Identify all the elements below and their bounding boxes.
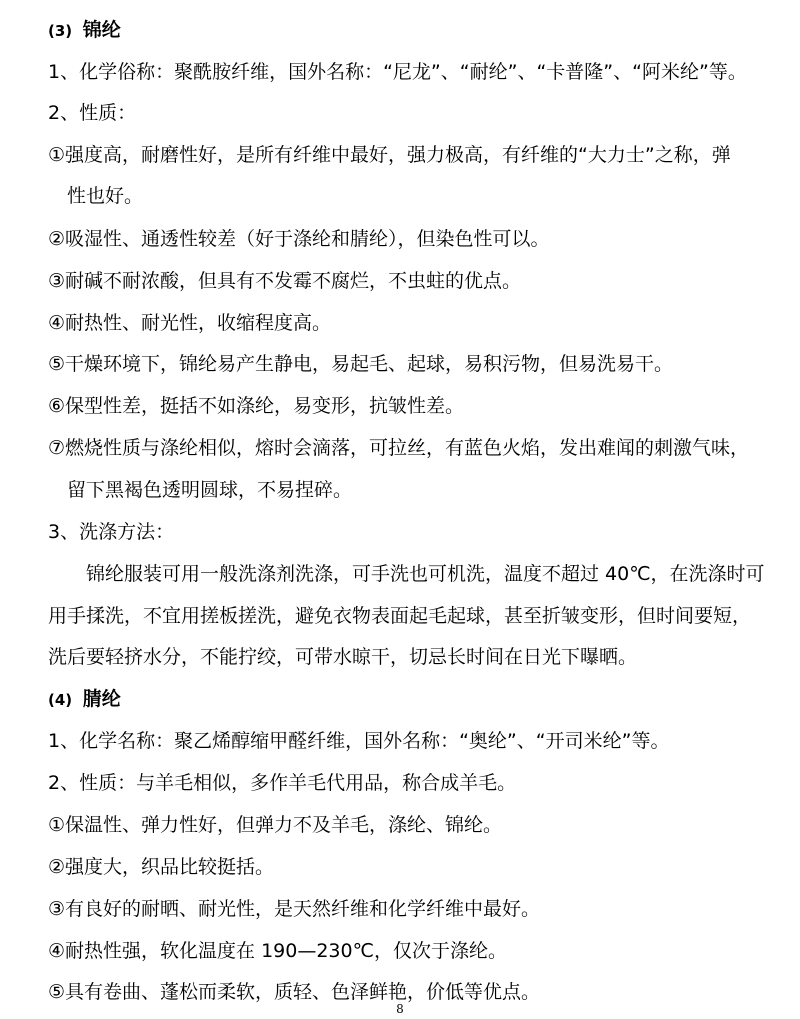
nylon-property-item: ④耐热性、耐光性，收缩程度高。 xyxy=(48,312,332,334)
nylon-property-item: 留下黑褐色透明圆球，不易捏碎。 xyxy=(67,479,353,501)
nylon-properties-label: 2、性质： xyxy=(48,102,137,124)
nylon-property-item: ①强度高，耐磨性好，是所有纤维中最好，强力极高，有纤维的“大力士”之称，弹 xyxy=(48,144,731,166)
section-heading-nylon xyxy=(48,18,121,43)
nylon-wash-text: 用手揉洗，不宜用搓板搓洗，避免衣物表面起毛起球，甚至折皱变形，但时间要短， xyxy=(48,605,752,627)
section-number: (3) xyxy=(48,22,73,40)
acrylic-property-item: ③有良好的耐晒、耐光性，是天然纤维和化学纤维中最好。 xyxy=(48,898,541,920)
nylon-property-item: ⑦燃烧性质与涤纶相似，熔时会滴落，可拉丝，有蓝色火焰，发出难闻的刺激气味， xyxy=(48,437,750,459)
nylon-wash-text: 洗后要轻挤水分，不能拧绞，可带水晾干，切忌长时间在日光下曝晒。 xyxy=(48,646,638,668)
acrylic-property-item: ④耐热性强，软化温度在 190—230℃，仅次于涤纶。 xyxy=(48,940,507,962)
section-title: 锦纶 xyxy=(82,19,121,41)
acrylic-property-item: ②强度大，织品比较挺括。 xyxy=(48,856,275,878)
nylon-property-item: ⑤干燥环境下，锦纶易产生静电，易起毛、起球，易积污物，但易洗易干。 xyxy=(48,353,674,375)
section-title: 腈纶 xyxy=(82,688,121,710)
nylon-property-item: ②吸湿性、通透性较差（好于涤纶和腈纶），但染色性可以。 xyxy=(48,228,550,250)
nylon-wash-text: 锦纶服装可用一般洗涤剂洗涤，可手洗也可机洗，温度不超过 40℃，在洗涤时可 xyxy=(86,563,765,585)
section-heading-acrylic xyxy=(48,687,121,712)
nylon-property-item: 性也好。 xyxy=(67,185,144,207)
acrylic-property-item: ①保温性、弹力性好，但弹力不及羊毛，涤纶、锦纶。 xyxy=(48,814,503,836)
page-number: 8 xyxy=(396,1002,404,1016)
section-number: (4) xyxy=(48,691,73,709)
acrylic-property-item: ⑤具有卷曲、蓬松而柔软，质轻、色泽鲜艳，价低等优点。 xyxy=(48,981,541,1003)
nylon-wash-label: 3、洗涤方法： xyxy=(48,521,175,543)
nylon-chemical-name: 1、化学俗称：聚酰胺纤维，国外名称：“尼龙”、“耐纶”、“卡普隆”、“阿米纶”等。 xyxy=(48,61,747,83)
nylon-property-item: ③耐碱不耐浓酸，但具有不发霉不腐烂，不虫蛀的优点。 xyxy=(48,270,522,292)
acrylic-properties-label: 2、性质：与羊毛相似，多作羊毛代用品，称合成羊毛。 xyxy=(48,772,517,794)
nylon-property-item: ⑥保型性差，挺括不如涤纶，易变形，抗皱性差。 xyxy=(48,395,465,417)
acrylic-chemical-name: 1、化学名称：聚乙烯醇缩甲醛纤维，国外名称：“奥纶”、“开司米纶”等。 xyxy=(48,730,670,752)
